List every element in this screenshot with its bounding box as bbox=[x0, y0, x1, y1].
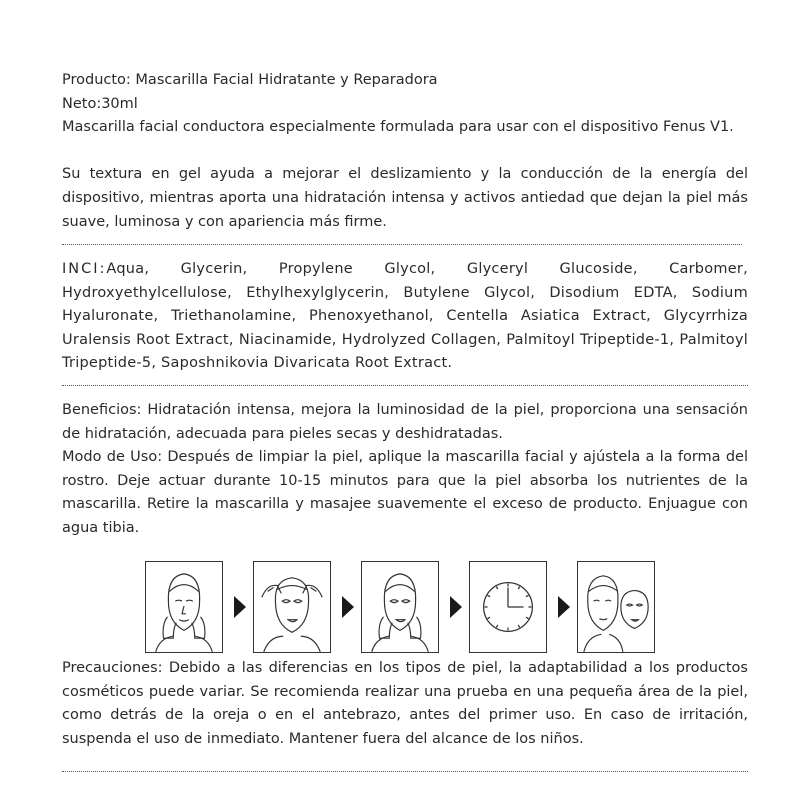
face-cleansing-icon bbox=[145, 561, 223, 653]
arrow-right-icon bbox=[234, 596, 246, 618]
inci-label: INCI: bbox=[62, 261, 107, 277]
net-content: Neto:30ml bbox=[62, 95, 138, 112]
product-title: Producto: Mascarilla Facial Hidratante y Reparadora bbox=[62, 72, 438, 88]
inci-list: Aqua, Glycerin, Propylene Glycol, Glyceryl Glucoside, Carbomer, Hydroxyethylcellulose, Ethylhexylglycerin, Butylene Glycol, Disodium EDTA, Sodium Hyaluronate, Triethanolamine, Phenoxyethanol, Centella Asiatica Extract, Glycyrrhiza Uralensis Root Extract, Niacinamide, Hydrolyzed Collagen, Palmitoyl Tripeptide-1, Palmitoyl Tripeptide-5, Saposhnikovia Divaricata Root Extract. bbox=[62, 261, 748, 372]
arrow-right-icon bbox=[558, 596, 570, 618]
benefits-text: Beneficios: Hidratación intensa, mejora la luminosidad de la piel, proporciona una sensación de hidratación, adecuada para pieles secas y deshidratadas. bbox=[62, 402, 748, 442]
usage-mode-text: Modo de Uso: Después de limpiar la piel, aplique la mascarilla facial y ajústela a la forma del rostro. Deje actuar durante 10-15 minutos para que la piel absorba los nutrientes de la mascarilla. Retire la mascarilla y masajee suavemente el exceso de producto. Enjuague con agua tibia. bbox=[62, 449, 748, 536]
remove-mask-icon bbox=[577, 561, 655, 653]
product-description: Mascarilla facial conductora especialmente formulada para usar con el dispositivo Fenus V1. bbox=[62, 119, 734, 136]
dotted-divider bbox=[62, 244, 742, 245]
inci-ingredients bbox=[62, 258, 748, 376]
dotted-divider bbox=[62, 771, 748, 772]
arrow-right-icon bbox=[450, 596, 462, 618]
arrow-right-icon bbox=[342, 596, 354, 618]
apply-mask-icon bbox=[253, 561, 331, 653]
dotted-divider bbox=[62, 385, 748, 386]
clock-icon bbox=[469, 561, 547, 653]
texture-description: Su textura en gel ayuda a mejorar el deslizamiento y la conducción de la energía del dispositivo, mientras aporta una hidratación intensa y activos antiedad que dejan la piel más suave, luminosa y con apariencia más firme. bbox=[62, 166, 748, 230]
precautions-text: Precauciones: Debido a las diferencias en los tipos de piel, la adaptabilidad a los productos cosméticos puede variar. Se recomienda realizar una prueba en una pequeña área de la piel, como detrás de la oreja o en el antebrazo, antes del primer uso. En caso de irritación, suspenda el uso de inmediato. Mantener fuera del alcance de los niños. bbox=[62, 660, 748, 747]
usage-steps bbox=[145, 561, 665, 656]
wear-mask-icon bbox=[361, 561, 439, 653]
